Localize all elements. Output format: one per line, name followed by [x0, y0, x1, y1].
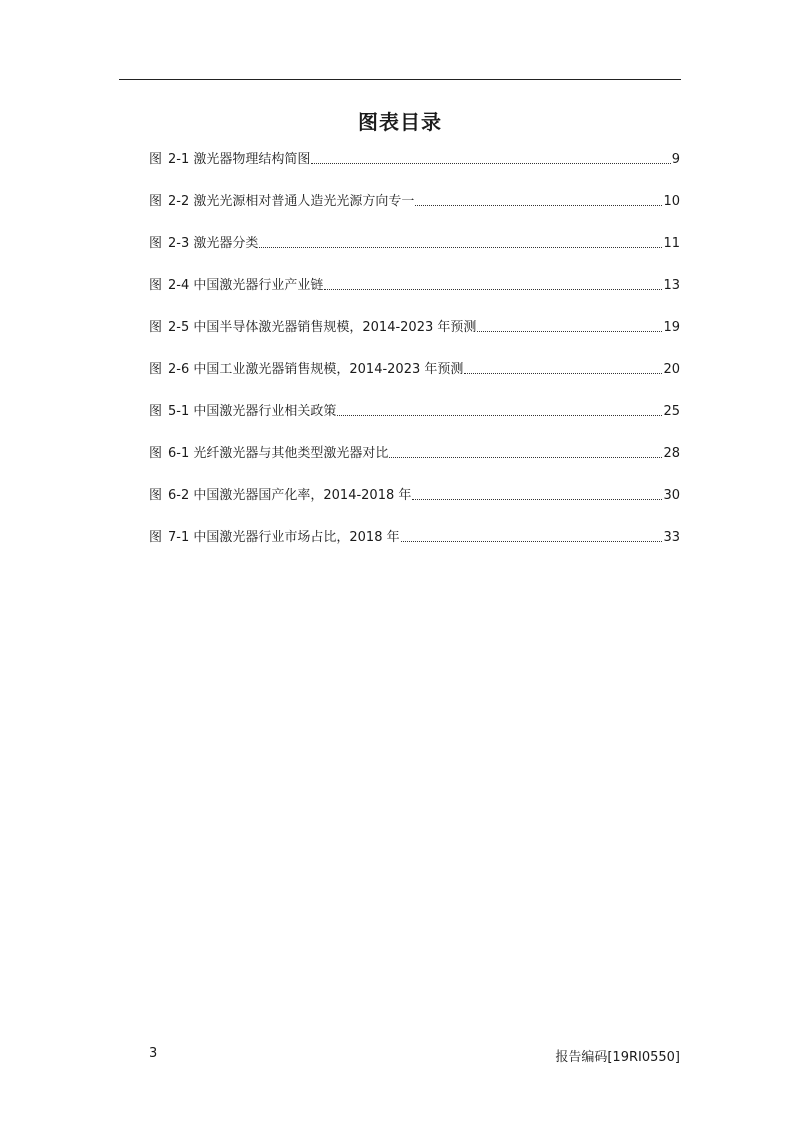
toc-fig-number: 6-2 [168, 488, 190, 503]
toc-entry-label [149, 443, 388, 465]
dot-leader [415, 191, 662, 206]
toc-page-number: 20 [663, 362, 680, 377]
toc-entry-label [149, 401, 336, 423]
toc-entry-text: 中国激光器行业产业链 [193, 278, 324, 293]
toc-page-number: 30 [663, 488, 680, 503]
toc-fig-prefix: 图 [149, 362, 163, 377]
toc-fig-number: 5-1 [168, 404, 190, 419]
toc-entry[interactable] [149, 443, 680, 485]
toc-entry-text: 中国激光器国产化率，2014-2018 年 [193, 488, 412, 503]
toc-entry-label [149, 275, 323, 297]
toc-fig-number: 2-6 [168, 362, 190, 377]
toc-entry-label [149, 191, 414, 213]
toc-fig-prefix: 图 [149, 278, 163, 293]
toc-entry-text: 中国激光器行业市场占比，2018 年 [193, 530, 400, 545]
toc-entry[interactable] [149, 359, 680, 401]
toc-entry-text: 激光器物理结构简图 [193, 152, 311, 167]
dot-leader [477, 317, 662, 332]
toc-fig-prefix: 图 [149, 404, 163, 419]
toc-entry-text: 中国激光器行业相关政策 [193, 404, 337, 419]
toc-page-number: 11 [663, 236, 680, 251]
toc-entry-label [149, 149, 310, 171]
dot-leader [311, 149, 670, 164]
toc-fig-prefix: 图 [149, 530, 163, 545]
toc-entry-text: 激光光源相对普通人造光光源方向专一 [193, 194, 415, 209]
toc-page-number: 28 [663, 446, 680, 461]
toc-entry-text: 光纤激光器与其他类型激光器对比 [193, 446, 389, 461]
toc-fig-number: 7-1 [168, 530, 190, 545]
dot-leader [389, 443, 662, 458]
dot-leader [324, 275, 662, 290]
toc-page-number: 33 [663, 530, 680, 545]
toc-entry[interactable] [149, 149, 680, 191]
toc-entry[interactable] [149, 275, 680, 317]
footer-page-number: 3 [149, 1046, 158, 1061]
toc-entry[interactable] [149, 485, 680, 527]
toc-entry-label [149, 527, 400, 549]
toc-fig-prefix: 图 [149, 488, 163, 503]
toc-fig-number: 6-1 [168, 446, 190, 461]
toc-entry-label [149, 317, 476, 339]
toc-entry-label [149, 233, 258, 255]
toc-page-number: 19 [663, 320, 680, 335]
toc-entry[interactable] [149, 527, 680, 569]
dot-leader [337, 401, 662, 416]
toc-fig-number: 2-2 [168, 194, 190, 209]
toc-entry-label [149, 485, 411, 507]
toc-fig-prefix: 图 [149, 194, 163, 209]
page-title: 图表目录 [358, 110, 442, 134]
toc-fig-number: 2-1 [168, 152, 190, 167]
toc-entry-text: 中国半导体激光器销售规模，2014-2023 年预测 [193, 320, 477, 335]
toc-page-number: 9 [671, 152, 680, 167]
toc-entry[interactable] [149, 401, 680, 443]
footer-report-code: 报告编码[19RI0550] [555, 1050, 680, 1065]
dot-leader [259, 233, 662, 248]
dot-leader [401, 527, 663, 542]
toc-fig-prefix: 图 [149, 320, 163, 335]
toc-fig-prefix: 图 [149, 446, 163, 461]
toc-entry[interactable] [149, 233, 680, 275]
toc-entry[interactable] [149, 191, 680, 233]
toc-entry-text: 激光器分类 [193, 236, 259, 251]
toc-fig-prefix: 图 [149, 236, 163, 251]
toc-fig-number: 2-5 [168, 320, 190, 335]
toc-page-number: 13 [663, 278, 680, 293]
toc-entry-label [149, 359, 463, 381]
dot-leader [412, 485, 662, 500]
dot-leader [464, 359, 662, 374]
toc-fig-number: 2-4 [168, 278, 190, 293]
toc-entry[interactable] [149, 317, 680, 359]
toc-page-number: 25 [663, 404, 680, 419]
toc-page-number: 10 [663, 194, 680, 209]
toc-fig-number: 2-3 [168, 236, 190, 251]
table-of-figures [149, 149, 680, 569]
toc-entry-text: 中国工业激光器销售规模，2014-2023 年预测 [193, 362, 464, 377]
header-rule [119, 79, 681, 80]
toc-fig-prefix: 图 [149, 152, 163, 167]
